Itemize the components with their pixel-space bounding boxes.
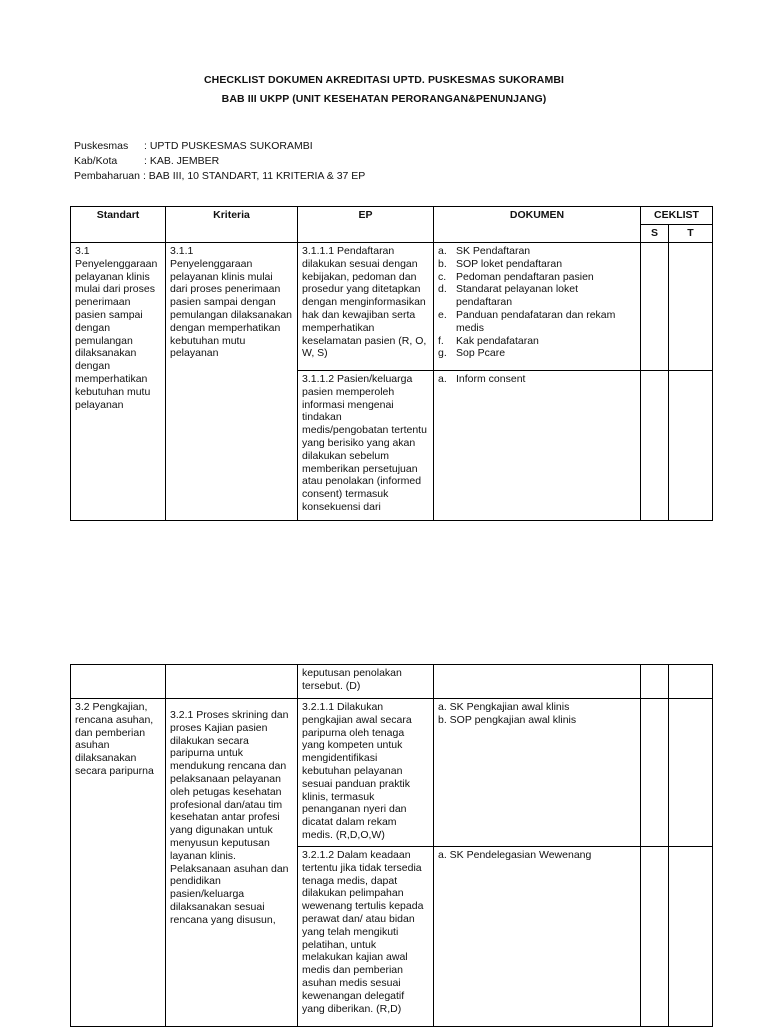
cell-kriteria: 3.1.1 Penyelenggaraan pelayanan klinis mulai dari proses penerimaan pasien sampai dengan pemulangan dilaksanakan dengan memperhatikan kebutuhan mutu pelayanan — [166, 243, 298, 521]
info-value: : UPTD PUSKESMAS SUKORAMBI — [144, 140, 313, 152]
info-row-puskesmas — [74, 139, 365, 154]
checklist-table-continued — [70, 664, 713, 1027]
info-label: Puskesmas — [74, 140, 129, 152]
list-item — [438, 335, 636, 348]
list-marker: b. — [438, 257, 447, 270]
header-s: S — [641, 225, 669, 243]
cell-dokumen: a. SK Pendelegasian Wewenang — [434, 847, 641, 1027]
list-marker: d. — [438, 283, 447, 296]
document-title: CHECKLIST DOKUMEN AKREDITASI UPTD. PUSKESMAS SUKORAMBI — [203, 74, 565, 86]
cell-check-t[interactable] — [669, 371, 713, 521]
cell-check-s[interactable] — [641, 847, 669, 1027]
info-label: Pembaharuan — [74, 170, 140, 182]
info-row-pembaharuan — [74, 169, 365, 184]
document-info — [74, 139, 365, 184]
list-item — [438, 309, 636, 335]
cell-ep: keputusan penolakan tersebut. (D) — [298, 665, 434, 699]
list-item — [438, 258, 636, 271]
list-text: Kak pendafataran — [456, 334, 539, 347]
list-item — [438, 373, 636, 386]
cell-ep: 3.2.1.2 Dalam keadaan tertentu jika tidak tersedia tenaga medis, dapat dilakukan pelimpahan wewenang tertulis kepada perawat dan/ atau bidan yang telah mengikuti pelatihan, untuk melakukan kajian awal medis dan pemberian asuhan medis sesuai kewenangan delegatif yang diberikan. (R,D) — [298, 847, 434, 1027]
cell-kriteria — [166, 699, 298, 1027]
info-value: : BAB III, 10 STANDART, 11 KRITERIA & 37 EP — [142, 170, 366, 182]
cell-ep: 3.1.1.1 Pendaftaran dilakukan sesuai dengan kebijakan, pedoman dan prosedur yang ditetapkan dengan menginformasikan hak dan kewajiban serta memperhatikan keselamatan pasien (R, O, W, S) — [298, 243, 434, 371]
cell-check-t[interactable] — [669, 665, 713, 699]
list-text: Inform consent — [456, 373, 526, 385]
cell-dokumen — [434, 665, 641, 699]
header-kriteria: Kriteria — [166, 207, 298, 243]
list-text: Panduan pendafataran dan rekam medis — [456, 308, 616, 334]
cell-check-t[interactable] — [669, 243, 713, 371]
document-item: a. SK Pengkajian awal klinis — [438, 701, 570, 713]
list-marker: f. — [438, 334, 444, 347]
document-item: b. SOP pengkajian awal klinis — [438, 713, 577, 726]
cell-check-s[interactable] — [641, 371, 669, 521]
list-item — [438, 347, 636, 360]
kriteria-text: 3.2.1 Proses skrining dan proses Kajian pasien dilakukan secara paripurna untuk mendukung rencana dan pelaksanaan pelayanan oleh petugas kesehatan profesional dan/atau tim kesehatan antar profesi yang digunakan untuk menyusun keputusan layanan klinis. Pelaksanaan asuhan dan pendidikan pasien/keluarga dilaksanakan sesuai rencana yang disusun, — [170, 709, 289, 926]
list-marker: g. — [438, 347, 447, 360]
document-list — [438, 373, 636, 386]
header-standart: Standart — [71, 207, 166, 243]
list-text: SOP loket pendaftaran — [456, 257, 563, 270]
list-text: Standarat pelayanan loket pendaftaran — [456, 283, 579, 309]
document-subtitle: BAB III UKPP (UNIT KESEHATAN PERORANGAN&PENUNJANG) — [221, 93, 547, 105]
cell-dokumen — [434, 699, 641, 847]
header-ceklist: CEKLIST — [641, 207, 713, 225]
list-item — [438, 245, 636, 258]
cell-check-s[interactable] — [641, 243, 669, 371]
header-t: T — [669, 225, 713, 243]
list-marker: c. — [438, 270, 447, 283]
cell-standart: 3.1 Penyelenggaraan pelayanan klinis mulai dari proses penerimaan pasien sampai dengan pemulangan dilaksanakan dengan memperhatikan kebutuhan mutu pelayanan — [71, 243, 166, 521]
header-ep: EP — [298, 207, 434, 243]
info-value: : KAB. JEMBER — [144, 155, 220, 167]
header-dokumen: DOKUMEN — [434, 207, 641, 243]
info-label: Kab/Kota — [74, 155, 118, 167]
list-text: Sop Pcare — [456, 347, 506, 360]
list-marker: e. — [438, 308, 447, 321]
cell-check-t[interactable] — [669, 847, 713, 1027]
cell-check-s[interactable] — [641, 665, 669, 699]
checklist-table — [70, 206, 713, 521]
list-text: Pedoman pendaftaran pasien — [456, 270, 594, 283]
cell-check-s[interactable] — [641, 699, 669, 847]
cell-kriteria — [166, 665, 298, 699]
info-row-kab — [74, 154, 365, 169]
cell-ep: 3.2.1.1 Dilakukan pengkajian awal secara paripurna oleh tenaga yang kompeten untuk mengidentifikasi kebutuhan pelayanan sesuai panduan praktik klinis, termasuk penanganan nyeri dan dicatat dalam rekam medis. (R,D,O,W) — [298, 699, 434, 847]
list-item — [438, 283, 636, 309]
cell-standart — [71, 665, 166, 699]
cell-dokumen — [434, 371, 641, 521]
list-item — [438, 271, 636, 284]
cell-ep: 3.1.1.2 Pasien/keluarga pasien memperoleh informasi mengenai tindakan medis/pengobatan tertentu yang berisiko yang akan dilakukan sebelum memberikan persetujuan atau penolakan (informed consent) termasuk konsekuensi dari — [298, 371, 434, 521]
cell-check-t[interactable] — [669, 699, 713, 847]
list-marker: a. — [438, 245, 447, 257]
cell-standart: 3.2 Pengkajian, rencana asuhan, dan pemberian asuhan dilaksanakan secara paripurna — [71, 699, 166, 1027]
document-list — [438, 245, 636, 360]
list-marker: a. — [438, 373, 447, 385]
list-text: SK Pendaftaran — [456, 245, 531, 257]
cell-dokumen — [434, 243, 641, 371]
